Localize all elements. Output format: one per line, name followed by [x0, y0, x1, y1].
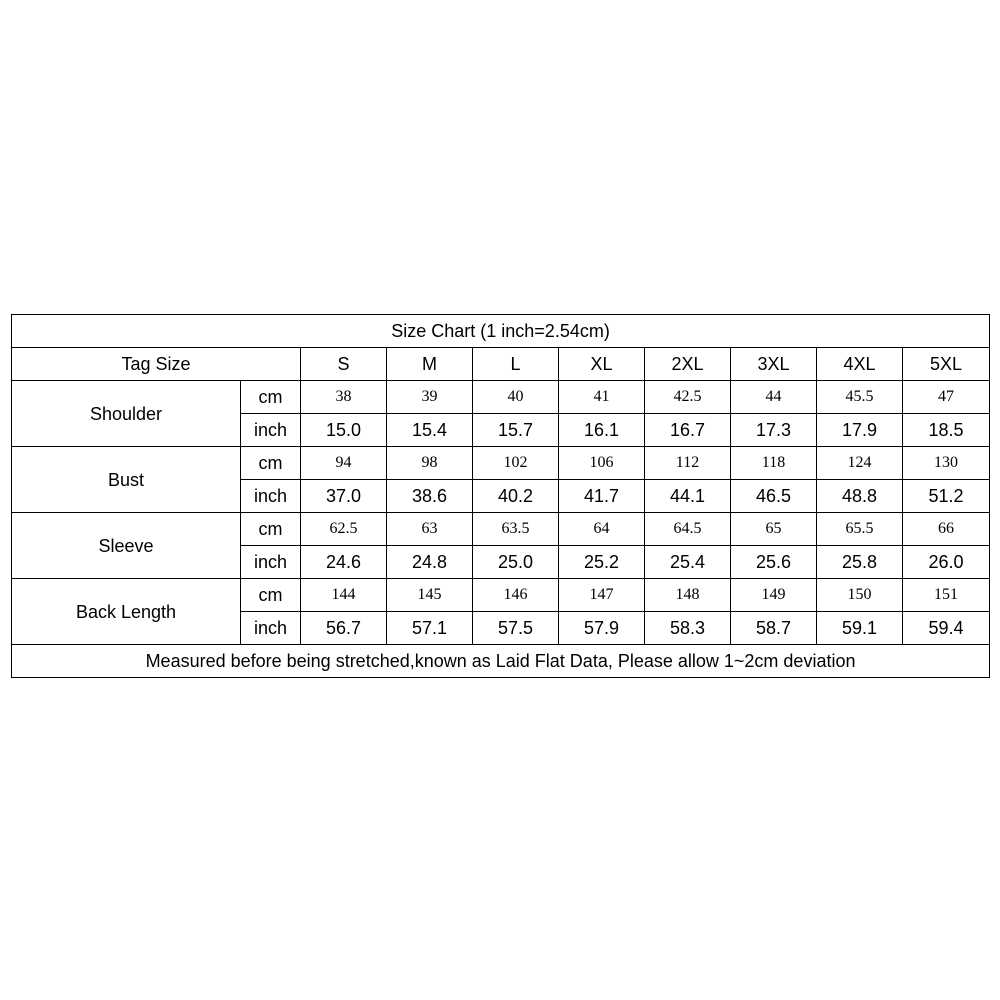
value-cell: 58.3	[645, 612, 731, 645]
unit-label: cm	[241, 447, 301, 480]
value-cell: 63	[387, 513, 473, 546]
value-cell: 146	[473, 579, 559, 612]
value-cell: 25.8	[817, 546, 903, 579]
value-cell: 41	[559, 381, 645, 414]
measurement-row-cm	[12, 447, 990, 480]
value-cell: 94	[301, 447, 387, 480]
value-cell: 24.6	[301, 546, 387, 579]
value-cell: 112	[645, 447, 731, 480]
unit-label: inch	[241, 414, 301, 447]
deviation-note: Measured before being stretched,known as Laid Flat Data, Please allow 1~2cm deviation	[12, 645, 990, 678]
value-cell: 59.4	[903, 612, 990, 645]
unit-label: inch	[241, 612, 301, 645]
value-cell: 59.1	[817, 612, 903, 645]
value-cell: 150	[817, 579, 903, 612]
value-cell: 130	[903, 447, 990, 480]
unit-label: cm	[241, 381, 301, 414]
note-row	[12, 645, 990, 678]
value-cell: 38	[301, 381, 387, 414]
measurement-name: Back Length	[12, 579, 241, 645]
value-cell: 124	[817, 447, 903, 480]
value-cell: 16.1	[559, 414, 645, 447]
measurement-name: Shoulder	[12, 381, 241, 447]
value-cell: 25.0	[473, 546, 559, 579]
value-cell: 18.5	[903, 414, 990, 447]
value-cell: 40.2	[473, 480, 559, 513]
measurement-name: Bust	[12, 447, 241, 513]
value-cell: 62.5	[301, 513, 387, 546]
value-cell: 15.4	[387, 414, 473, 447]
value-cell: 25.2	[559, 546, 645, 579]
size-header: S	[301, 348, 387, 381]
value-cell: 40	[473, 381, 559, 414]
value-cell: 58.7	[731, 612, 817, 645]
value-cell: 65.5	[817, 513, 903, 546]
value-cell: 47	[903, 381, 990, 414]
value-cell: 37.0	[301, 480, 387, 513]
value-cell: 48.8	[817, 480, 903, 513]
value-cell: 15.0	[301, 414, 387, 447]
value-cell: 45.5	[817, 381, 903, 414]
size-header: M	[387, 348, 473, 381]
value-cell: 144	[301, 579, 387, 612]
unit-label: cm	[241, 579, 301, 612]
measurement-row-cm	[12, 513, 990, 546]
size-header: 3XL	[731, 348, 817, 381]
value-cell: 147	[559, 579, 645, 612]
unit-label: inch	[241, 480, 301, 513]
size-header: 2XL	[645, 348, 731, 381]
measurement-name: Sleeve	[12, 513, 241, 579]
value-cell: 42.5	[645, 381, 731, 414]
value-cell: 145	[387, 579, 473, 612]
size-header: 4XL	[817, 348, 903, 381]
value-cell: 38.6	[387, 480, 473, 513]
value-cell: 41.7	[559, 480, 645, 513]
value-cell: 39	[387, 381, 473, 414]
value-cell: 106	[559, 447, 645, 480]
value-cell: 26.0	[903, 546, 990, 579]
value-cell: 46.5	[731, 480, 817, 513]
value-cell: 17.9	[817, 414, 903, 447]
chart-title: Size Chart (1 inch=2.54cm)	[12, 315, 990, 348]
value-cell: 15.7	[473, 414, 559, 447]
value-cell: 63.5	[473, 513, 559, 546]
value-cell: 57.5	[473, 612, 559, 645]
value-cell: 16.7	[645, 414, 731, 447]
measurement-row-cm	[12, 381, 990, 414]
size-header: 5XL	[903, 348, 990, 381]
value-cell: 44.1	[645, 480, 731, 513]
value-cell: 149	[731, 579, 817, 612]
title-row	[12, 315, 990, 348]
value-cell: 64.5	[645, 513, 731, 546]
unit-label: inch	[241, 546, 301, 579]
header-row	[12, 348, 990, 381]
value-cell: 66	[903, 513, 990, 546]
value-cell: 118	[731, 447, 817, 480]
measurement-row-cm	[12, 579, 990, 612]
value-cell: 57.1	[387, 612, 473, 645]
value-cell: 151	[903, 579, 990, 612]
value-cell: 44	[731, 381, 817, 414]
value-cell: 24.8	[387, 546, 473, 579]
value-cell: 98	[387, 447, 473, 480]
unit-label: cm	[241, 513, 301, 546]
size-header: XL	[559, 348, 645, 381]
value-cell: 51.2	[903, 480, 990, 513]
size-header: L	[473, 348, 559, 381]
value-cell: 56.7	[301, 612, 387, 645]
value-cell: 17.3	[731, 414, 817, 447]
value-cell: 25.6	[731, 546, 817, 579]
value-cell: 57.9	[559, 612, 645, 645]
size-chart-table	[11, 314, 990, 678]
value-cell: 65	[731, 513, 817, 546]
value-cell: 64	[559, 513, 645, 546]
value-cell: 102	[473, 447, 559, 480]
value-cell: 148	[645, 579, 731, 612]
tag-size-label: Tag Size	[12, 348, 301, 381]
value-cell: 25.4	[645, 546, 731, 579]
